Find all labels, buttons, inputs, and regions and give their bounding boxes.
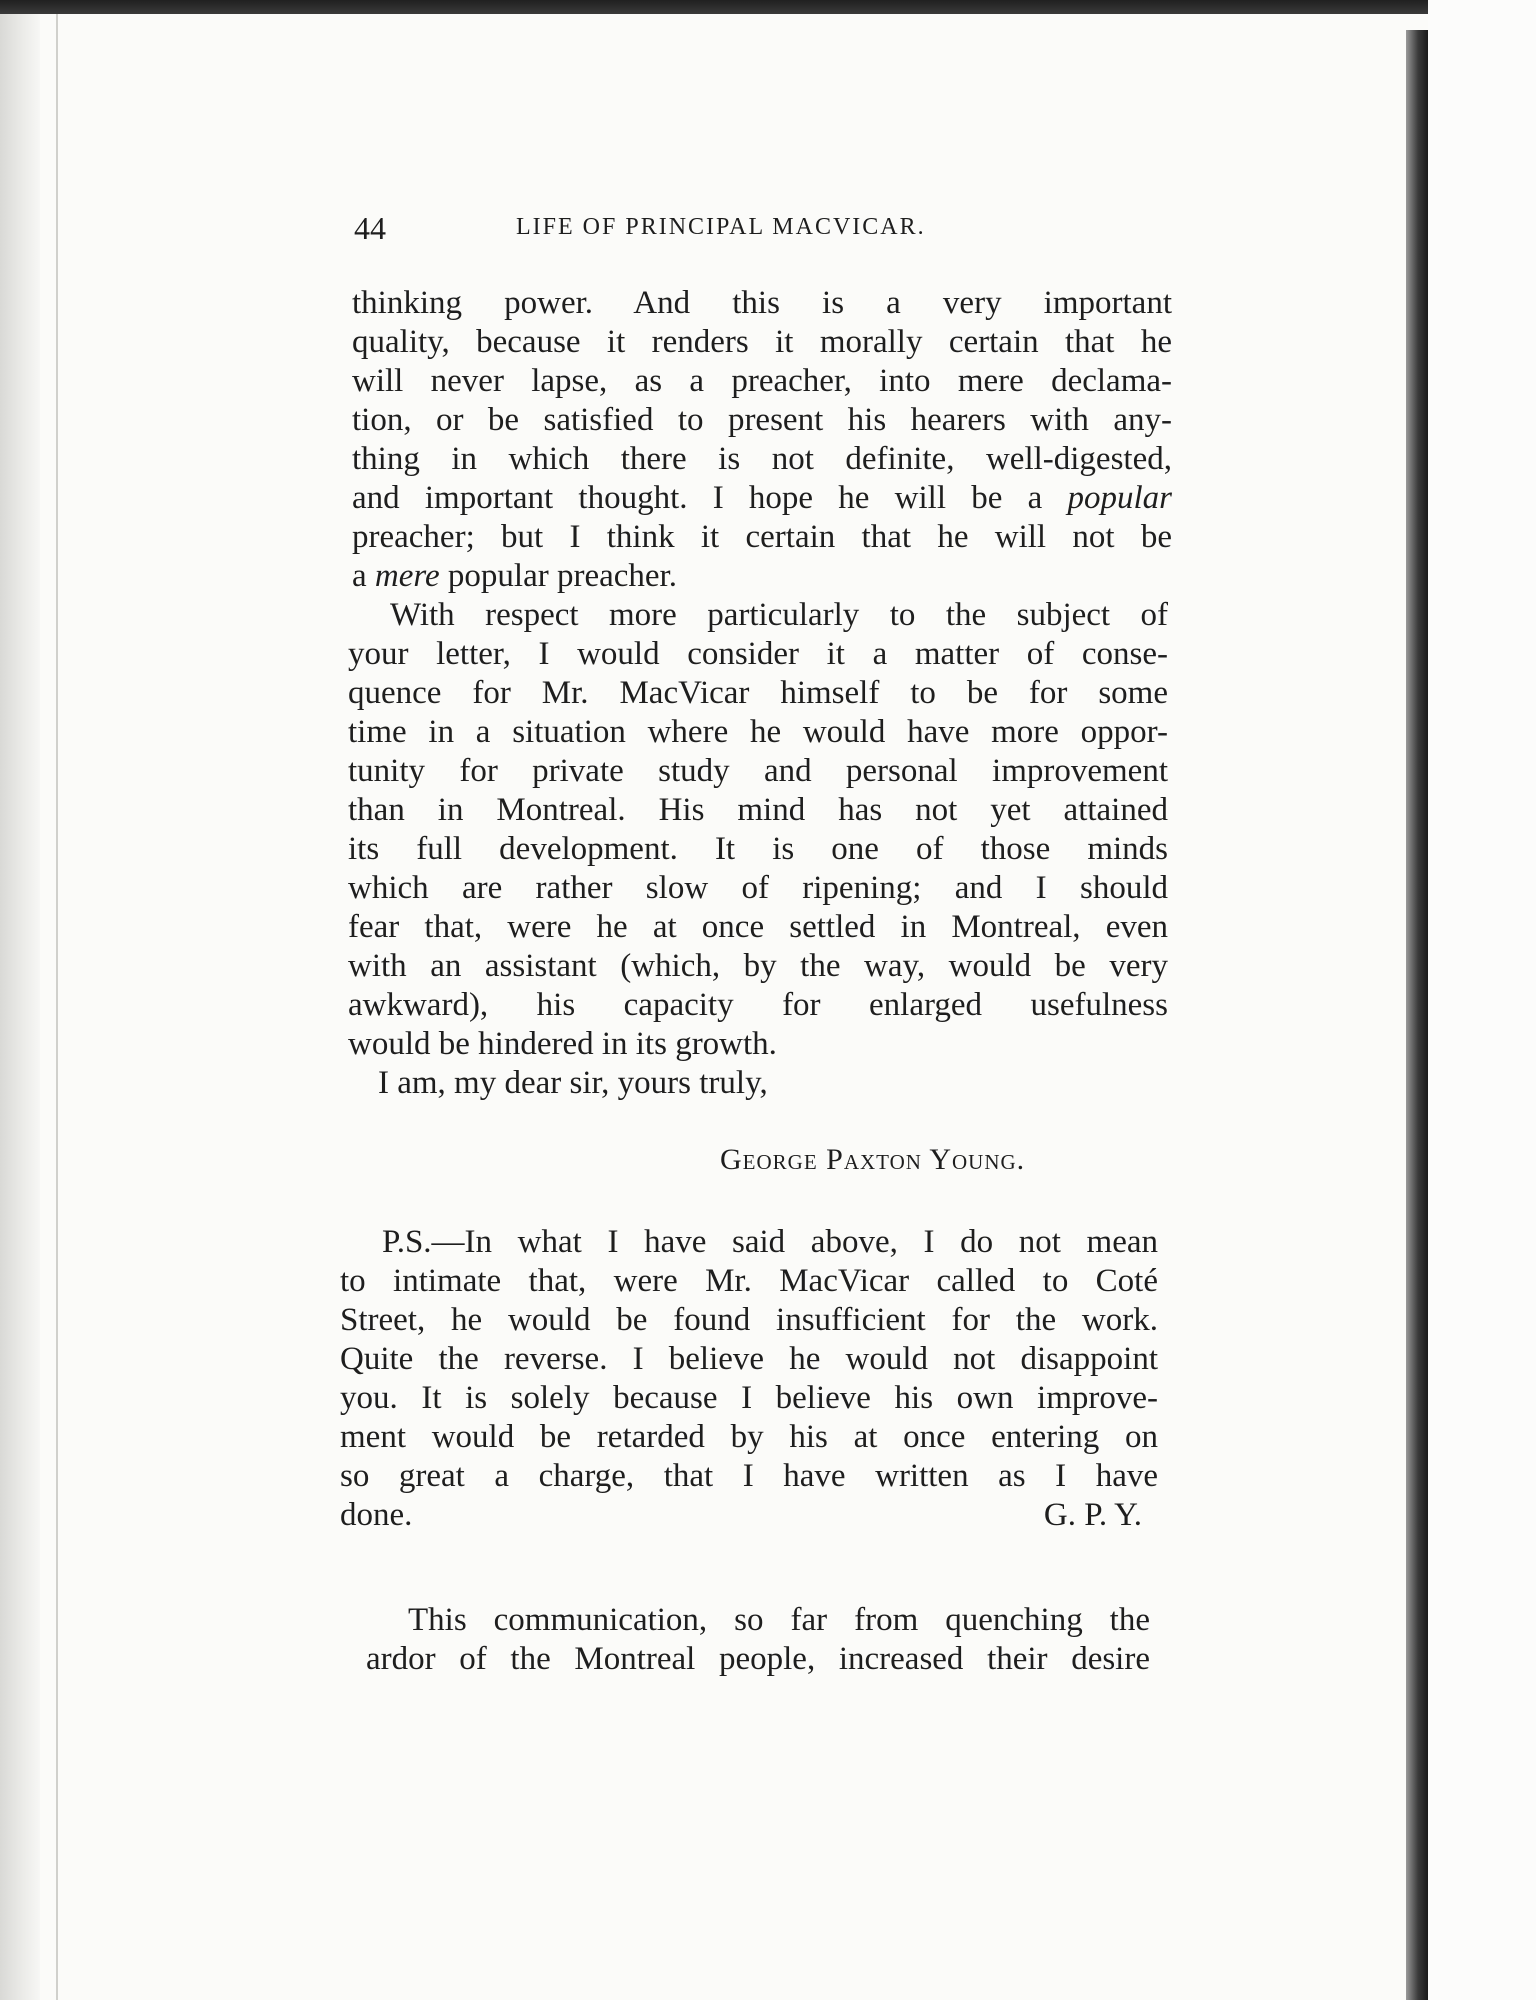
- scan-top-border: [0, 0, 1536, 14]
- text-line: Quite the reverse. I believe he would not disappoint: [340, 1341, 1158, 1377]
- text-line: than in Montreal. His mind has not yet attained: [348, 792, 1168, 828]
- text-line: and important thought. I hope he will be a popular: [352, 480, 1172, 516]
- text-line: With respect more particularly to the subject of: [390, 597, 1168, 633]
- text-line: tunity for private study and personal improvement: [348, 753, 1168, 789]
- text-line: P.S.—In what I have said above, I do not mean: [382, 1224, 1158, 1260]
- text-line: would be hindered in its growth.: [348, 1026, 777, 1062]
- text-line: time in a situation where he would have more oppor-: [348, 714, 1168, 750]
- paragraph-2: [330, 596, 1200, 1064]
- text-line: to intimate that, were Mr. MacVicar called to Coté: [340, 1263, 1158, 1299]
- text-line: fear that, were he at once settled in Montreal, even: [348, 909, 1168, 945]
- text-line: Street, he would be found insufficient for the work.: [340, 1302, 1158, 1338]
- text-line: a mere popular preacher.: [352, 558, 677, 594]
- text-line: will never lapse, as a preacher, into mere declama-: [352, 363, 1172, 399]
- text-line: This communication, so far from quenching the: [408, 1602, 1150, 1638]
- gutter-fold-line: [56, 14, 58, 2000]
- text-line: you. It is solely because I believe his own improve-: [340, 1380, 1158, 1416]
- book-gutter: [0, 14, 40, 2000]
- postscript: [330, 1223, 1200, 1496]
- text-line: with an assistant (which, by the way, would be very: [348, 948, 1168, 984]
- postscript-initials: G. P. Y.: [1043, 1497, 1142, 1533]
- letter-signature: George Paxton Young.: [720, 1143, 1026, 1176]
- running-head-title: LIFE OF PRINCIPAL MACVICAR.: [516, 214, 926, 240]
- running-head: [330, 200, 1200, 260]
- text-line: which are rather slow of ripening; and I should: [348, 870, 1168, 906]
- page-number: 44: [354, 210, 386, 246]
- facing-page-edge: [1428, 0, 1536, 2000]
- text-line: quence for Mr. MacVicar himself to be for some: [348, 675, 1168, 711]
- text-line: thing in which there is not definite, well-digested,: [352, 441, 1172, 477]
- text-line: its full development. It is one of those minds: [348, 831, 1168, 867]
- text-line: quality, because it renders it morally certain that he: [352, 324, 1172, 360]
- paragraph-1: [330, 284, 1200, 596]
- text-line: awkward), his capacity for enlarged usefulness: [348, 987, 1168, 1023]
- postscript-closing-line: [330, 1496, 1200, 1535]
- text-line: preacher; but I think it certain that he will not be: [352, 519, 1172, 555]
- final-paragraph: [330, 1601, 1200, 1679]
- text-line: your letter, I would consider it a matter of conse-: [348, 636, 1168, 672]
- postscript-last-word: done.: [340, 1497, 413, 1533]
- emphasized-word: popular: [1067, 480, 1172, 516]
- letter-closing: I am, my dear sir, yours truly,: [378, 1065, 768, 1101]
- text-line: thinking power. And this is a very important: [352, 285, 1172, 321]
- page-edge-shadow: [1406, 30, 1428, 2000]
- book-page: [330, 200, 1200, 1679]
- emphasized-word: mere: [374, 558, 440, 594]
- text-line: ment would be retarded by his at once entering on: [340, 1419, 1158, 1455]
- text-line: so great a charge, that I have written as I have: [340, 1458, 1158, 1494]
- text-line: tion, or be satisfied to present his hearers with any-: [352, 402, 1172, 438]
- text-line: ardor of the Montreal people, increased their desire: [366, 1641, 1150, 1677]
